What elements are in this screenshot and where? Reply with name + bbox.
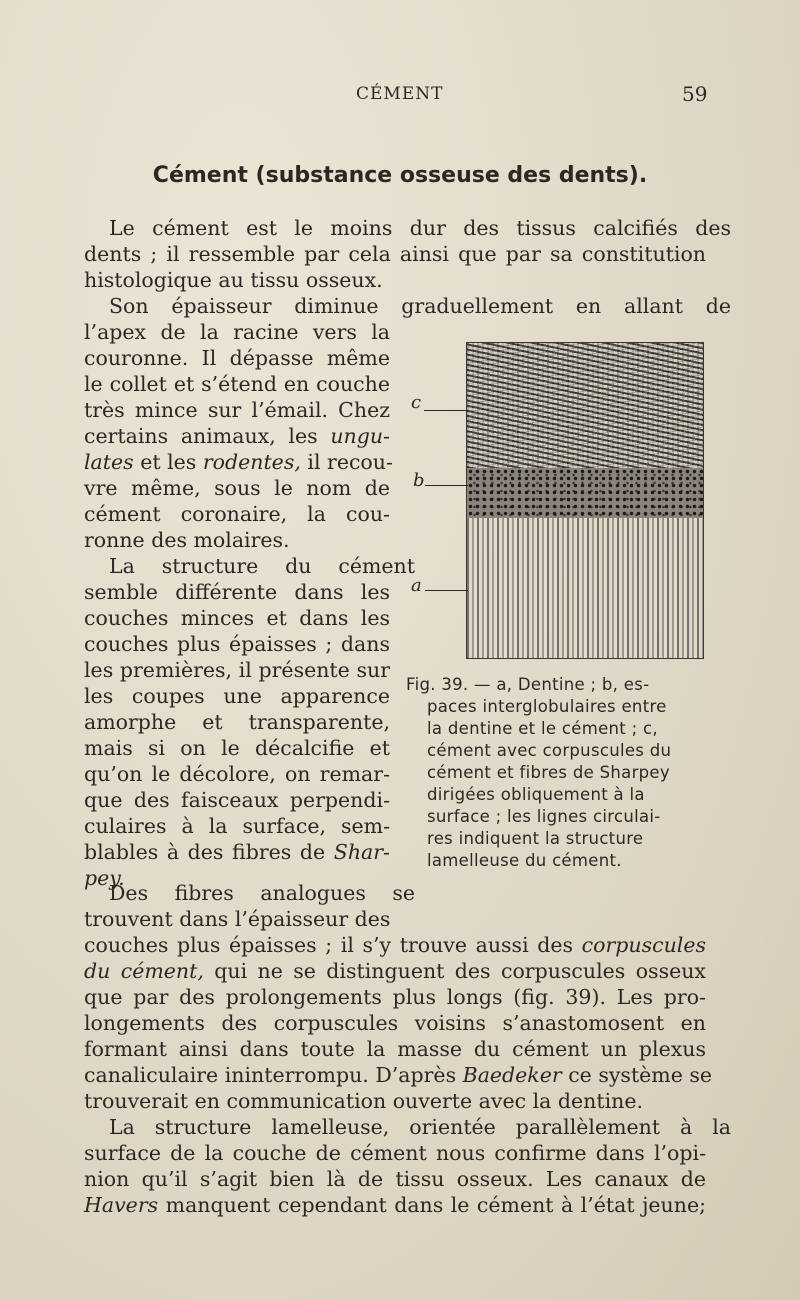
cement-layer	[467, 343, 703, 468]
text-line: vre même, sous le nom de	[84, 476, 390, 500]
text-segment: blables à des fibres de	[84, 840, 326, 864]
text-line: longements des corpuscules voisins s’anastomosent en	[84, 1011, 706, 1035]
text-line: trouvent dans l’épaisseur des	[84, 907, 391, 931]
text-line	[84, 449, 393, 475]
text-line: amorphe et transparente,	[84, 710, 390, 734]
text-line	[84, 1192, 706, 1218]
text-line: La structure du cément	[109, 554, 415, 578]
figure-label-a: a	[411, 575, 422, 596]
text-line: trouverait en communication ouverte avec la dentine.	[84, 1089, 643, 1113]
page-header	[0, 78, 800, 108]
italic-term: pey.	[84, 866, 125, 890]
caption-line: dirigées obliquement à la	[427, 785, 645, 804]
text-line: couronne. Il dépasse même	[84, 346, 390, 370]
text-line: Son épaisseur diminue graduellement en allant de	[109, 294, 731, 318]
interglobular-spaces	[467, 468, 703, 518]
caption-line: cément et fibres de Sharpey	[427, 763, 670, 782]
text-line: que par des prolongements plus longs (fig. 39). Les pro-	[84, 985, 706, 1009]
caption-line: res indiquent la structure	[427, 829, 644, 848]
text-segment: ce système se	[568, 1063, 713, 1087]
text-line: couches minces et dans les	[84, 606, 390, 630]
italic-term: Havers	[84, 1193, 159, 1217]
text-line: semble différente dans les	[84, 580, 390, 604]
label-leader-line	[425, 485, 468, 486]
text-segment: il recou-	[307, 450, 393, 474]
text-line: dents ; il ressemble par cela ainsi que par sa constitution	[84, 242, 706, 266]
text-line: histologique au tissu osseux.	[84, 268, 383, 292]
figure-label-b: b	[413, 470, 425, 491]
text-line: mais si on le décalcifie et	[84, 736, 390, 760]
text-line: nion qu’il s’agit bien là de tissu osseux. Les canaux de	[84, 1167, 706, 1191]
running-title: CÉMENT	[356, 84, 444, 104]
text-line: couches plus épaisses ; dans	[84, 632, 390, 656]
text-line: formant ainsi dans toute la masse du cément un plexus	[84, 1037, 706, 1061]
text-line	[84, 839, 390, 865]
italic-term: Baedeker	[462, 1063, 562, 1087]
text-segment: certains animaux, les	[84, 424, 318, 448]
text-line: que des faisceaux perpendi-	[84, 788, 390, 812]
text-line: les coupes une apparence	[84, 684, 390, 708]
text-line: La structure lamelleuse, orientée parallèlement à la	[109, 1115, 731, 1139]
text-segment: couches plus épaisses ; il s’y trouve aussi des	[84, 933, 574, 957]
text-line: le collet et s’étend en couche	[84, 372, 390, 396]
caption-line: Fig. 39. — a, Dentine ; b, es-	[406, 675, 650, 694]
italic-term: rodentes,	[202, 450, 301, 474]
caption-line: cément avec corpuscules du	[427, 741, 672, 760]
text-line: qu’on le décolore, on remar-	[84, 762, 390, 786]
caption-line: lamelleuse du cément.	[427, 851, 622, 870]
italic-term: ungu-	[330, 424, 390, 448]
text-line: culaires à la surface, sem-	[84, 814, 390, 838]
caption-line: paces interglobulaires entre	[427, 697, 667, 716]
label-leader-line	[425, 590, 468, 591]
italic-term: corpuscules	[581, 933, 706, 957]
text-segment: qui ne se distinguent des corpuscules osseux	[214, 959, 706, 983]
text-line: cément coronaire, la cou-	[84, 502, 390, 526]
italic-term: du cément,	[84, 959, 204, 983]
text-line: les premières, il présente sur	[84, 658, 390, 682]
text-segment: canaliculaire ininterrompu. D’après	[84, 1063, 457, 1087]
text-segment: et les	[140, 450, 197, 474]
text-line	[84, 958, 706, 984]
text-segment: manquent cependant dans le cément à l’état jeune;	[165, 1193, 706, 1217]
text-line: Des fibres analogues se	[109, 881, 415, 905]
text-line: surface de la couche de cément nous confirme dans l’opi-	[84, 1141, 706, 1165]
italic-term: Shar-	[333, 840, 390, 864]
text-line: ronne des molaires.	[84, 528, 290, 552]
text-line	[84, 423, 390, 449]
text-line: l’apex de la racine vers la	[84, 320, 390, 344]
italic-term: lates	[84, 450, 134, 474]
text-line	[84, 932, 706, 958]
text-line: très mince sur l’émail. Chez	[84, 398, 390, 422]
caption-line: la dentine et le cément ; c,	[427, 719, 658, 738]
page-number: 59	[682, 82, 708, 106]
section-title: Cément (substance osseuse des dents).	[152, 163, 648, 188]
caption-line: surface ; les lignes circulai-	[427, 807, 661, 826]
text-line: Le cément est le moins dur des tissus calcifiés des	[109, 216, 731, 240]
text-line	[84, 1062, 713, 1088]
label-leader-line	[424, 410, 468, 411]
histology-illustration	[466, 342, 704, 659]
figure-label-c: c	[411, 392, 422, 413]
